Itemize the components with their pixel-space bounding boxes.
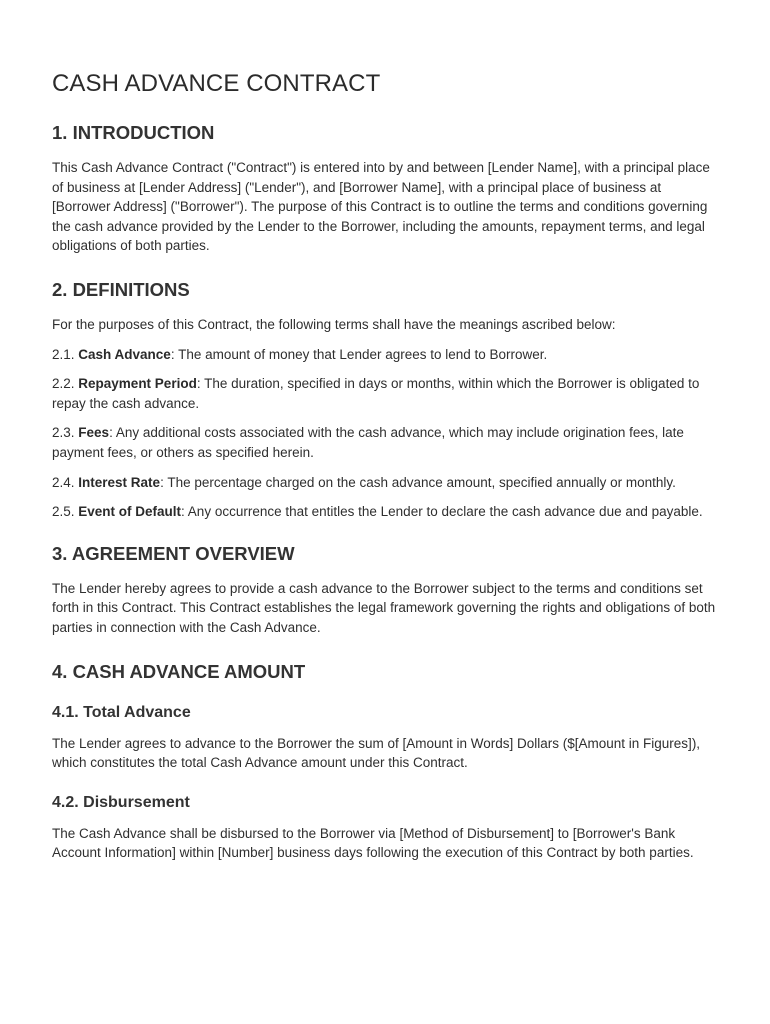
definition-item-repayment-period bbox=[52, 374, 718, 413]
section-heading-introduction: 1. INTRODUCTION bbox=[52, 122, 215, 143]
definition-item-fees bbox=[52, 423, 718, 462]
definition-text: : Any occurrence that entitles the Lender to declare the cash advance due and payable. bbox=[181, 504, 703, 520]
section-heading-cash-advance-amount: 4. CASH ADVANCE AMOUNT bbox=[52, 660, 306, 682]
section-heading-definitions: 2. DEFINITIONS bbox=[52, 278, 190, 300]
agreement-overview-paragraph: The Lender hereby agrees to provide a cash advance to the Borrower subject to the terms and conditions set forth in this Contract. This Contract establishes the legal framework governing the rights and obligations of both parties in connection with the Cash Advance. bbox=[52, 580, 716, 635]
definition-item-interest-rate bbox=[52, 473, 718, 493]
subsection-heading-disbursement: 4.2. Disbursement bbox=[52, 793, 190, 811]
introduction-paragraph: This Cash Advance Contract ("Contract") is entered into by and between [Lender Name], with a principal place of business at [Lender Address] ("Lender"), and [Borrower Name], with a principal place of business at [Borrower Address] ("Borrower"). The purpose of this Contract is to outline the terms and conditions governing the cash advance provided by the Lender to the Borrower, including the amounts, repayment terms, and legal obligations of both parties. bbox=[52, 160, 710, 254]
definition-term: Repayment Period bbox=[78, 376, 197, 392]
subsection-disbursement bbox=[52, 794, 718, 863]
total-advance-paragraph: The Lender agrees to advance to the Borrower the sum of [Amount in Words] Dollars ($[Amount in Figures]), which constitutes the total Cash Advance amount under this Contract. bbox=[52, 735, 701, 771]
document-title: CASH ADVANCE CONTRACT bbox=[52, 70, 381, 97]
definitions-lead-paragraph: For the purposes of this Contract, the following terms shall have the meanings ascribed below: bbox=[52, 316, 616, 332]
section-definitions bbox=[52, 279, 718, 522]
definition-term: Interest Rate bbox=[78, 474, 161, 490]
definition-number: 2.5. bbox=[52, 504, 79, 520]
definition-text: : Any additional costs associated with the cash advance, which may include origination fees, late payment fees, or others as specified herein. bbox=[52, 425, 684, 460]
definition-text: : The amount of money that Lender agrees to lend to Borrower. bbox=[170, 346, 548, 362]
section-introduction bbox=[52, 122, 718, 256]
definition-number: 2.2. bbox=[52, 376, 79, 392]
subsection-total-advance bbox=[52, 704, 718, 773]
subsection-heading-total-advance: 4.1. Total Advance bbox=[52, 703, 191, 721]
definition-number: 2.4. bbox=[52, 474, 79, 490]
section-heading-agreement-overview: 3. AGREEMENT OVERVIEW bbox=[52, 542, 295, 564]
definition-text: : The percentage charged on the cash advance amount, specified annually or monthly. bbox=[160, 474, 676, 490]
definition-item-event-of-default bbox=[52, 502, 718, 522]
disbursement-paragraph: The Cash Advance shall be disbursed to the Borrower via [Method of Disbursement] to [Borrower's Bank Account Information] within [Number] business days following the execution of this Contract by both parties. bbox=[52, 825, 694, 861]
definition-number: 2.3. bbox=[52, 425, 79, 441]
section-agreement-overview bbox=[52, 543, 718, 638]
definition-text: : The duration, specified in days or months, within which the Borrower is obligated to repay the cash advance. bbox=[52, 376, 700, 411]
section-cash-advance-amount bbox=[52, 661, 718, 863]
definition-item-cash-advance bbox=[52, 345, 718, 365]
definition-term: Event of Default bbox=[78, 504, 182, 520]
definition-number: 2.1. bbox=[52, 346, 79, 362]
definition-term: Cash Advance bbox=[78, 346, 171, 362]
definition-term: Fees bbox=[78, 425, 110, 441]
